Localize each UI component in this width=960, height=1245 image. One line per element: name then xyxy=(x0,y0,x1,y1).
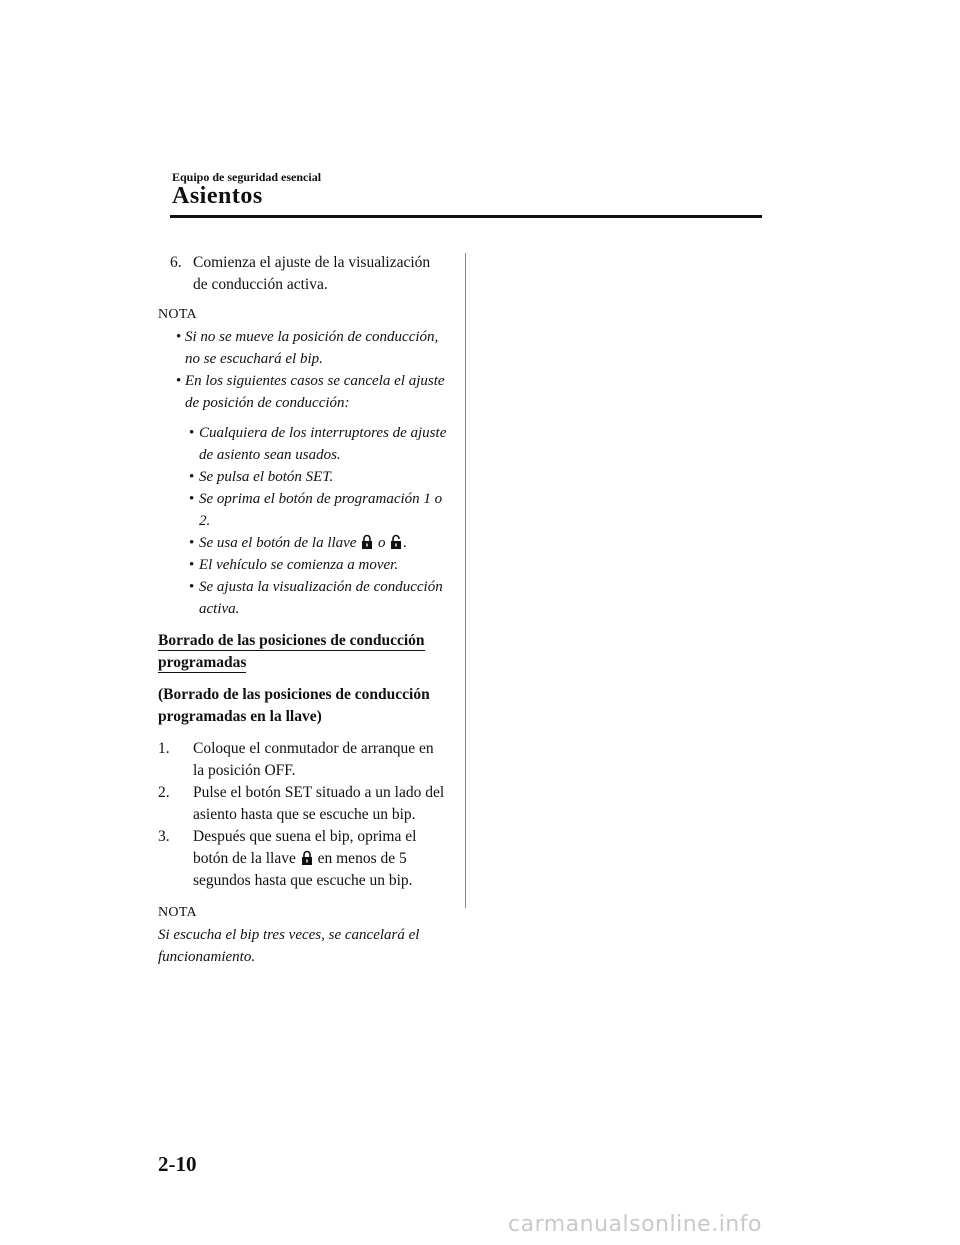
bullet-dot: • xyxy=(189,557,195,573)
step-number: 6. xyxy=(170,254,182,271)
note-label: NOTA xyxy=(158,307,197,322)
lock-icon xyxy=(361,534,373,549)
bullet-dot: • xyxy=(189,535,195,551)
page-title: Asientos xyxy=(172,183,263,209)
note-bullet xyxy=(158,326,448,370)
bullet-text: o xyxy=(377,535,386,551)
bullet-dot: • xyxy=(176,373,182,389)
bullet-text: . xyxy=(403,535,407,551)
bullet-text: El vehículo se comienza a mover. xyxy=(199,557,399,573)
step-1 xyxy=(158,738,448,782)
header-rule xyxy=(170,215,762,218)
unlock-icon xyxy=(390,534,402,549)
sub-bullet xyxy=(158,488,448,532)
column-divider xyxy=(465,253,466,908)
step-text: Pulse el botón SET situado a un lado del asiento hasta que se escuche un bip. xyxy=(193,784,445,823)
bullet-dot: • xyxy=(189,491,195,507)
sub-bullet xyxy=(158,554,448,576)
sub-bullet xyxy=(158,576,448,620)
step-6 xyxy=(158,252,448,296)
bullet-text: Se usa el botón de la llave xyxy=(199,535,357,551)
bullet-dot: • xyxy=(176,329,182,345)
bullet-text: Se ajusta la visualización de conducción activa. xyxy=(199,579,443,617)
step-number: 3. xyxy=(158,828,170,845)
step-text: Después que suena el bip, oprima el botón de la llave xyxy=(193,828,417,867)
content-column xyxy=(158,252,448,968)
page-number: 2-10 xyxy=(158,1152,197,1176)
bullet-text: Se oprima el botón de programación 1 o 2. xyxy=(199,491,443,529)
note-text: Si escucha el bip tres veces, se cancelará el funcionamiento. xyxy=(158,927,420,965)
sub-bullet xyxy=(158,422,448,466)
note-label: NOTA xyxy=(158,905,197,920)
lock-icon xyxy=(301,850,313,865)
step-text: en menos de 5 segundos hasta que escuche un bip. xyxy=(193,850,413,889)
bullet-dot: • xyxy=(189,469,195,485)
step-text: Coloque el conmutador de arranque en la posición OFF. xyxy=(193,740,434,779)
step-3 xyxy=(158,826,448,892)
paren-heading: (Borrado de las posiciones de conducción programadas en la llave) xyxy=(158,686,430,725)
note-bullet xyxy=(158,370,448,414)
watermark: carmanualsonline.info xyxy=(508,1212,762,1237)
bullet-text: Cualquiera de los interruptores de ajuste de asiento sean usados. xyxy=(199,425,447,463)
step-2 xyxy=(158,782,448,826)
step-number: 2. xyxy=(158,784,170,801)
bullet-text: Se pulsa el botón SET. xyxy=(199,469,334,485)
sub-bullet xyxy=(158,532,448,554)
step-text: Comienza el ajuste de la visualización de conducción activa. xyxy=(193,254,431,293)
section-subheading: Borrado de las posiciones de conducción programadas xyxy=(158,632,425,671)
bullet-text: En los siguientes casos se cancela el ajuste de posición de conducción: xyxy=(185,373,445,411)
sub-bullet xyxy=(158,466,448,488)
bullet-dot: • xyxy=(189,579,195,595)
section-label: Equipo de seguridad esencial xyxy=(172,170,322,184)
bullet-text: Si no se mueve la posición de conducción, no se escuchará el bip. xyxy=(185,329,439,367)
bullet-dot: • xyxy=(189,425,195,441)
step-number: 1. xyxy=(158,740,170,757)
